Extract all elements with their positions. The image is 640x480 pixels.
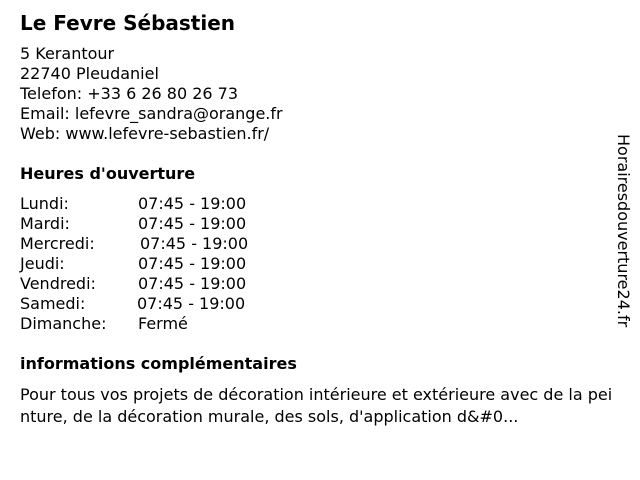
hours-time: 07:45 - 19:00 — [138, 214, 247, 233]
hours-day: Vendredi: — [20, 274, 96, 293]
hours-time: 07:45 - 19:00 — [138, 274, 247, 293]
web-line: Web: www.lefevre-sebastien.fr/ — [20, 124, 270, 143]
hours-day: Mardi: — [20, 214, 70, 233]
hours-time: 07:45 - 19:00 — [137, 294, 246, 313]
hours-day: Samedi: — [20, 294, 86, 313]
address-city: 22740 Pleudaniel — [20, 64, 159, 83]
info-heading: informations complémentaires — [20, 354, 297, 373]
site-watermark: Horairesdouverture24.fr — [614, 134, 633, 328]
hours-time: 07:45 - 19:00 — [140, 234, 249, 253]
address-street: 5 Kerantour — [20, 44, 115, 63]
hours-time: Fermé — [138, 314, 188, 333]
hours-day: Dimanche: — [20, 314, 107, 333]
info-description: Pour tous vos projets de décoration intérieure et extérieure avec de la peinture, de la décoration murale, des sols, d'application d&#0... — [20, 385, 613, 426]
hours-day: Mercredi: — [20, 234, 95, 253]
email-line: Email: lefevre_sandra@orange.fr — [20, 104, 283, 123]
hours-time: 07:45 - 19:00 — [138, 254, 247, 273]
hours-day: Jeudi: — [20, 254, 65, 273]
phone-line: Telefon: +33 6 26 80 26 73 — [20, 84, 239, 103]
business-name: Le Fevre Sébastien — [20, 11, 236, 35]
hours-day: Lundi: — [20, 194, 69, 213]
hours-heading: Heures d'ouverture — [20, 164, 196, 183]
contact-block — [20, 44, 283, 144]
hours-time: 07:45 - 19:00 — [138, 194, 247, 213]
